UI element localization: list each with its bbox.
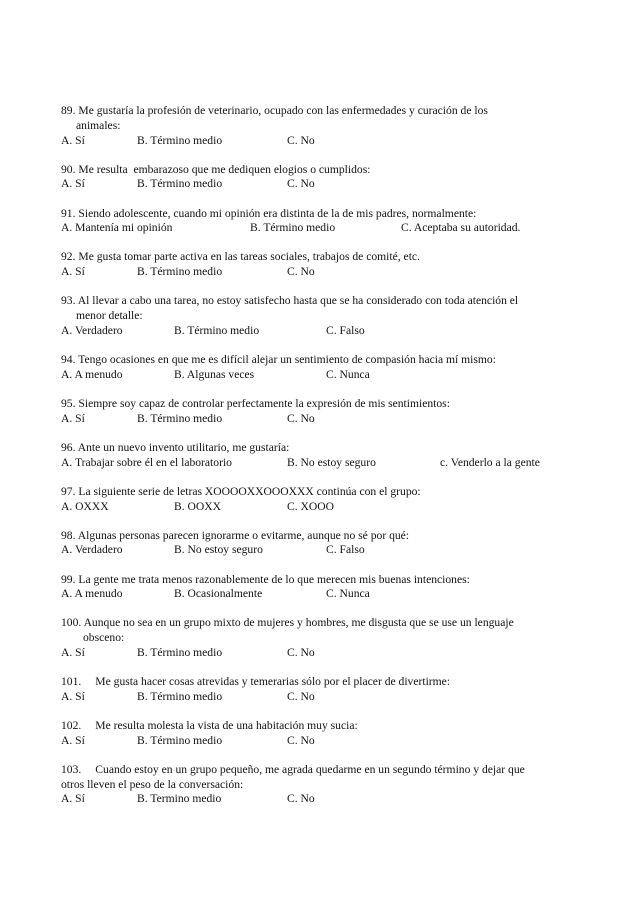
question-continuation: otros lleven el peso de la conversación:	[61, 777, 244, 791]
question-statement: Me gustaría la profesión de veterinario, ocupado con las enfermedades y curación de los	[78, 104, 488, 117]
question-statement: Me gusta tomar parte activa en las tareas sociales, trabajos de comité, etc.	[78, 250, 420, 264]
option-c: C. Falso	[326, 323, 365, 337]
option-b: B. Término medio	[137, 133, 223, 147]
option-a: A. Verdadero	[61, 543, 123, 557]
option-a: A. Sí	[61, 733, 85, 747]
question-text	[61, 397, 578, 412]
answer-options	[61, 792, 578, 807]
option-b: B. Término medio	[137, 265, 223, 279]
question-103	[61, 763, 578, 807]
question-text	[61, 104, 578, 134]
option-c: C. No	[287, 733, 315, 747]
option-c: C. Aceptaba su autoridad.	[401, 221, 521, 235]
question-95	[61, 397, 578, 427]
question-94	[61, 353, 578, 383]
answer-options	[61, 324, 578, 339]
question-number: 90.	[61, 162, 76, 176]
question-text	[61, 353, 578, 368]
question-number: 100.	[61, 616, 82, 630]
question-continuation: obsceno:	[83, 631, 125, 645]
question-98	[61, 529, 578, 559]
option-b: B. Término medio	[137, 645, 223, 659]
question-text	[61, 207, 578, 222]
question-number: 89.	[61, 104, 76, 117]
option-c: c. Venderlo a la gente	[440, 455, 540, 469]
option-a: A. OXXX	[61, 499, 109, 513]
option-b: B. Término medio	[174, 323, 260, 337]
answer-options	[61, 177, 578, 192]
option-a: A. Verdadero	[61, 323, 123, 337]
option-c: C. No	[287, 645, 315, 659]
option-a: A. Sí	[61, 792, 85, 806]
question-statement: Tengo ocasiones en que me es difícil alejar un sentimiento de compasión hacia mí mismo:	[78, 353, 496, 367]
question-102	[61, 719, 578, 749]
option-b: B. Término medio	[137, 733, 223, 747]
option-a: A. Sí	[61, 133, 85, 147]
question-number: 92.	[61, 250, 76, 264]
question-number: 95.	[61, 396, 76, 410]
answer-options	[61, 587, 578, 602]
question-number: 96.	[61, 440, 76, 454]
question-number: 103.	[61, 762, 82, 776]
option-a: A. Sí	[61, 689, 85, 703]
option-a: A. Mantenía mi opinión	[61, 221, 173, 235]
question-statement: La gente me trata menos razonablemente de lo que merecen mis buenas intenciones:	[78, 572, 470, 586]
question-text	[61, 163, 578, 178]
question-text	[61, 250, 578, 265]
option-c: C. No	[287, 411, 315, 425]
answer-options	[61, 412, 578, 427]
option-c: C. No	[287, 133, 315, 147]
option-c: C. No	[287, 792, 315, 806]
question-statement: Siendo adolescente, cuando mi opinión era distinta de la de mis padres, normalmente:	[78, 206, 477, 220]
option-a: A. Sí	[61, 645, 85, 659]
option-b: B. Término medio	[137, 411, 223, 425]
option-b: B. OOXX	[174, 499, 222, 513]
question-92	[61, 250, 578, 280]
question-number: 97.	[61, 484, 76, 498]
question-93	[61, 294, 578, 338]
option-c: C. Falso	[326, 543, 365, 557]
option-a: A. Sí	[61, 265, 85, 279]
question-statement: Algunas personas parecen ignorarme o evitarme, aunque no sé por qué:	[77, 528, 410, 542]
question-number: 93.	[61, 294, 76, 308]
option-b: B. Término medio	[250, 221, 336, 235]
question-99	[61, 573, 578, 603]
answer-options	[61, 265, 578, 280]
question-90	[61, 163, 578, 193]
question-statement: Cuando estoy en un grupo pequeño, me agrada quedarme en un segundo término y dejar que	[95, 762, 525, 776]
option-b: B. No estoy seguro	[174, 543, 263, 557]
answer-options	[61, 646, 578, 661]
question-statement: Aunque no sea en un grupo mixto de mujeres y hombres, me disgusta que se use un lenguaje	[83, 616, 514, 630]
question-text	[61, 616, 578, 646]
option-b: B. Término medio	[137, 689, 223, 703]
question-number: 102.	[61, 718, 82, 732]
option-c: C. No	[287, 265, 315, 279]
option-c: C. Nunca	[326, 367, 370, 381]
question-statement: Ante un nuevo invento utilitario, me gustaría:	[77, 440, 290, 454]
question-number: 94.	[61, 353, 76, 367]
question-statement: La siguiente serie de letras XOOOOXXOOOXXX continúa con el grupo:	[78, 484, 421, 498]
question-number: 91.	[61, 206, 76, 220]
option-a: A. A menudo	[61, 367, 123, 381]
questionnaire-page	[61, 104, 578, 822]
question-number: 101.	[61, 675, 82, 689]
question-continuation: animales:	[76, 118, 121, 132]
question-89	[61, 104, 578, 148]
answer-options	[61, 690, 578, 705]
answer-options	[61, 734, 578, 749]
option-a: A. Sí	[61, 177, 85, 191]
option-c: C. Nunca	[326, 587, 370, 601]
question-91	[61, 207, 578, 237]
question-text	[61, 485, 578, 500]
question-number: 98.	[61, 528, 76, 542]
question-text	[61, 441, 578, 456]
option-c: C. XOOO	[287, 499, 335, 513]
question-text	[61, 529, 578, 544]
question-statement: Me gusta hacer cosas atrevidas y temerarias sólo por el placer de divertirme:	[95, 675, 451, 689]
question-continuation: menor detalle:	[76, 309, 143, 323]
question-statement: Siempre soy capaz de controlar perfectamente la expresión de mis sentimientos:	[78, 396, 450, 410]
question-text	[61, 763, 578, 793]
question-97	[61, 485, 578, 515]
option-b: B. Algunas veces	[174, 367, 255, 381]
answer-options	[61, 221, 578, 236]
question-text	[61, 573, 578, 588]
question-statement: Me resulta embarazoso que me dediquen elogios o cumplidos:	[78, 162, 371, 176]
option-b: B. No estoy seguro	[287, 455, 376, 469]
question-96	[61, 441, 578, 471]
option-a: A. Sí	[61, 411, 85, 425]
option-a: A. Trabajar sobre él en el laboratorio	[61, 455, 232, 469]
option-b: B. Término medio	[137, 177, 223, 191]
question-text	[61, 719, 578, 734]
question-statement: Al llevar a cabo una tarea, no estoy satisfecho hasta que se ha considerado con toda atención el	[77, 294, 519, 308]
answer-options	[61, 500, 578, 515]
question-statement: Me resulta molesta la vista de una habitación muy sucia:	[95, 718, 358, 732]
answer-options	[61, 368, 578, 383]
answer-options	[61, 456, 578, 471]
option-b: B. Ocasionalmente	[174, 587, 263, 601]
question-100	[61, 616, 578, 660]
option-c: C. No	[287, 689, 315, 703]
question-101	[61, 675, 578, 705]
option-a: A. A menudo	[61, 587, 123, 601]
option-c: C. No	[287, 177, 315, 191]
question-text	[61, 675, 578, 690]
question-number: 99.	[61, 572, 76, 586]
answer-options	[61, 134, 578, 149]
answer-options	[61, 543, 578, 558]
question-text	[61, 294, 578, 324]
option-b: B. Termino medio	[137, 792, 222, 806]
